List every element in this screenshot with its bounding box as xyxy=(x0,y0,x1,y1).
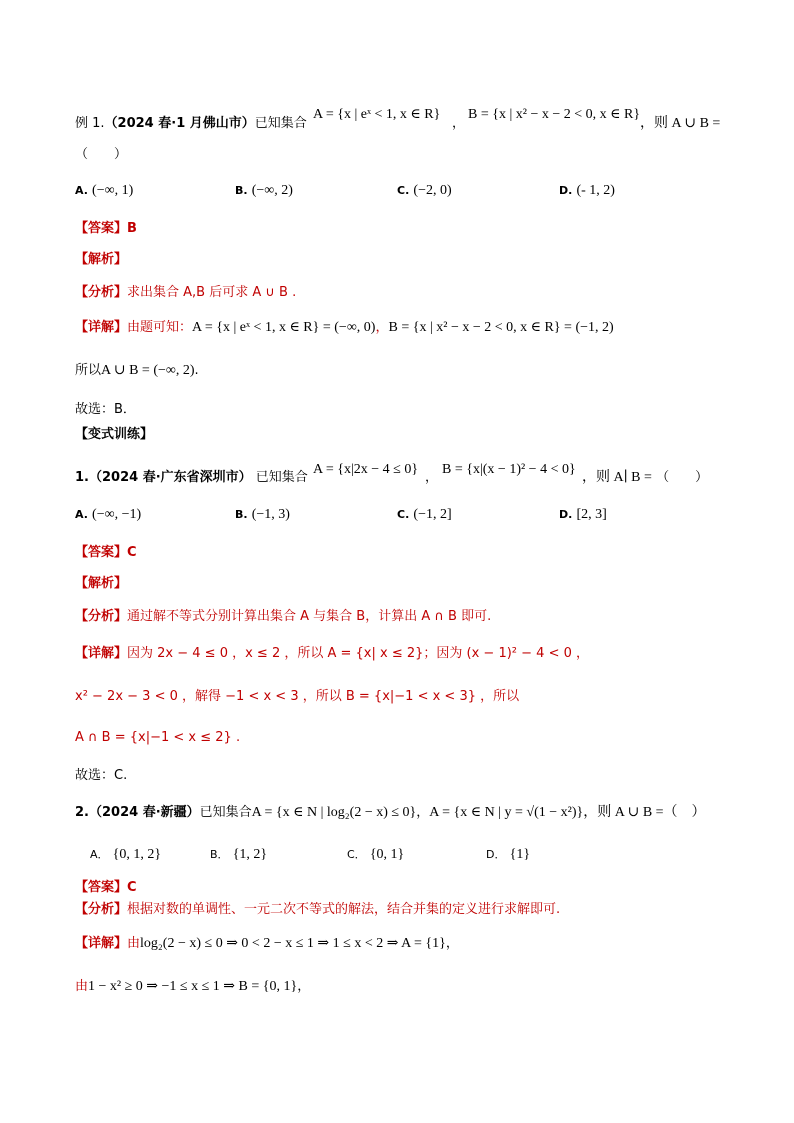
option-value: (−∞, 2) xyxy=(251,183,293,198)
option-d[interactable] xyxy=(559,182,615,200)
xiangjie-set-a: A = {x | eˣ < 1, x ∈ R} = (−∞, 0) xyxy=(192,320,376,335)
xiangjie-text: 因为 2x − 4 ≤ 0 ，x ≤ 2 ，所以 A = {x| x ≤ 2}；因为 (x − 1)² − 4 < 0 ， xyxy=(127,646,590,661)
xiangjie-line-1 xyxy=(75,935,459,953)
fenxi-line xyxy=(75,608,491,626)
answer-value: C xyxy=(127,545,137,560)
question-1-stem xyxy=(75,469,308,487)
xiangjie-prefix: 由 xyxy=(75,979,89,994)
option-key: D. xyxy=(559,184,573,197)
xiangjie-math: log₂(2 − x) ≤ 0 ⇒ 0 < 2 − x ≤ 1 ⇒ 1 ≤ x < 2 ⇒ A = {1} xyxy=(140,936,446,951)
option-key: A． xyxy=(90,848,109,861)
set-b-formula: B = {x | x² − x − 2 < 0, x ∈ R} xyxy=(468,107,641,122)
option-key: C. xyxy=(397,508,410,521)
option-key: D. xyxy=(559,508,573,521)
option-value: (−1, 3) xyxy=(251,507,290,522)
question-2-stem xyxy=(75,804,706,822)
xiangjie-tag: 【详解】 xyxy=(75,936,128,951)
analysis-heading: 【解析】 xyxy=(75,576,128,591)
option-key: B． xyxy=(210,848,229,861)
stem-text: 已知集合 xyxy=(254,116,307,131)
separator: ， xyxy=(416,805,430,820)
analysis-heading: 【解析】 xyxy=(75,252,128,267)
set-a-formula: A = {x ∈ N | log₂(2 − x) ≤ 0} xyxy=(251,805,417,820)
option-key: A. xyxy=(75,508,88,521)
fenxi-tag: 【分析】 xyxy=(75,285,128,300)
answer-tag: 【答案】 xyxy=(75,221,128,236)
union-expression: ，则 A ∪ B = xyxy=(640,116,721,131)
answer-parenthesis: （ ） xyxy=(75,147,128,162)
xiangjie-line-2 xyxy=(75,978,310,996)
option-value: (−1, 2] xyxy=(413,507,452,522)
option-key: C． xyxy=(347,848,366,861)
xiangjie-tag: 【详解】 xyxy=(75,646,128,661)
xiangjie-prefix: 由题可知： xyxy=(127,320,193,335)
fenxi-text: 求出集合 A,B 后可求 A ∪ B . xyxy=(127,285,297,300)
fenxi-text: 通过解不等式分别计算出集合 A 与集合 B，计算出 A ∩ B 即可. xyxy=(127,609,492,624)
option-value: (- 1, 2) xyxy=(576,183,615,198)
fenxi-tag: 【分析】 xyxy=(75,609,128,624)
period: . xyxy=(194,363,199,378)
set-a-formula: A = {x | eˣ < 1, x ∈ R} xyxy=(313,107,441,122)
question-source: （2024 春·广东省深圳市） xyxy=(88,470,252,485)
option-key: B. xyxy=(235,508,248,521)
separator: ， xyxy=(425,470,439,485)
option-b[interactable] xyxy=(210,846,267,864)
answer-parenthesis: （ ） xyxy=(656,470,709,485)
option-value: (−2, 0) xyxy=(413,183,452,198)
option-value: (−∞, −1) xyxy=(92,507,142,522)
question-source: （2024 春·新疆） xyxy=(88,805,200,820)
separator: ， xyxy=(375,320,389,335)
separator: ， xyxy=(452,116,466,131)
question-ask xyxy=(640,115,720,133)
answer-line xyxy=(75,879,137,897)
option-key: C. xyxy=(397,184,410,197)
example-source: （2024 春·1 月佛山市） xyxy=(104,116,255,131)
conclusion-line xyxy=(75,362,199,380)
separator: ， xyxy=(297,979,311,994)
option-value: (−∞, 1) xyxy=(92,183,134,198)
option-a[interactable] xyxy=(90,846,161,864)
example-label: 例 1. xyxy=(75,116,105,131)
section-title: 【变式训练】 xyxy=(75,427,154,442)
option-d[interactable] xyxy=(559,506,607,524)
option-key: A. xyxy=(75,184,88,197)
question-label: 2. xyxy=(75,805,89,820)
xiangjie-line-2: x² − 2x − 3 < 0 ，解得 −1 < x < 3 ，所以 B = {x|−1 < x < 3} ，所以 xyxy=(75,689,520,704)
set-b-formula: A = {x ∈ N | y = √(1 − x²)} xyxy=(429,805,584,820)
xiangjie-prefix: 由 xyxy=(127,936,141,951)
set-b-formula: B = {x|(x − 1)² − 4 < 0} xyxy=(442,462,576,477)
conclusion-prefix: 所以 xyxy=(75,363,102,378)
option-c[interactable] xyxy=(397,506,452,524)
fenxi-text: 根据对数的单调性、一元二次不等式的解法，结合并集的定义进行求解即可. xyxy=(127,902,561,917)
answer-tag: 【答案】 xyxy=(75,545,128,560)
fenxi-tag: 【分析】 xyxy=(75,902,128,917)
fenxi-line xyxy=(75,901,560,919)
option-b[interactable] xyxy=(235,182,293,200)
xiangjie-tag: 【详解】 xyxy=(75,320,128,335)
answer-value: C xyxy=(127,880,137,895)
option-value: {1} xyxy=(509,847,531,862)
example-1-stem xyxy=(75,115,307,133)
stem-text: 已知集合 xyxy=(199,805,252,820)
option-c[interactable] xyxy=(347,846,404,864)
example-1-options xyxy=(0,182,794,202)
option-key: B. xyxy=(235,184,248,197)
option-key: D． xyxy=(486,848,506,861)
choice-line: 故选：C. xyxy=(75,768,128,783)
question-label: 1. xyxy=(75,470,89,485)
option-d[interactable] xyxy=(486,846,530,864)
answer-tag: 【答案】 xyxy=(75,880,128,895)
question-ask xyxy=(582,469,708,487)
option-value: {1, 2} xyxy=(232,847,268,862)
option-value: {0, 1, 2} xyxy=(112,847,162,862)
xiangjie-math: 1 − x² ≥ 0 ⇒ −1 ≤ x ≤ 1 ⇒ B = {0, 1} xyxy=(88,979,298,994)
xiangjie-line-3: A ∩ B = {x|−1 < x ≤ 2} . xyxy=(75,730,241,745)
stem-text: 已知集合 xyxy=(251,470,308,485)
question-ask: ，则 A ∪ B =（ ） xyxy=(583,805,706,820)
question-2-options xyxy=(0,846,794,866)
separator: ， xyxy=(445,936,459,951)
conclusion-math: A ∪ B = (−∞, 2) xyxy=(101,363,195,378)
option-value: {0, 1} xyxy=(369,847,405,862)
xiangjie-line-1 xyxy=(75,645,589,663)
answer-value: B xyxy=(127,221,137,236)
option-a[interactable] xyxy=(75,182,133,200)
answer-line xyxy=(75,544,137,562)
fenxi-line xyxy=(75,284,296,302)
set-a-formula: A = {x|2x − 4 ≤ 0} xyxy=(313,462,419,477)
xiangjie-set-b: B = {x | x² − x − 2 < 0, x ∈ R} = (−1, 2) xyxy=(388,320,614,335)
option-value: [2, 3] xyxy=(576,507,607,522)
xiangjie-line xyxy=(75,319,614,337)
answer-line xyxy=(75,220,137,238)
intersection-expression: ，则 A∣ B = xyxy=(582,470,652,485)
option-c[interactable] xyxy=(397,182,452,200)
choice-line: 故选：B． xyxy=(75,402,136,417)
option-b[interactable] xyxy=(235,506,290,524)
option-a[interactable] xyxy=(75,506,141,524)
question-1-options xyxy=(0,506,794,526)
